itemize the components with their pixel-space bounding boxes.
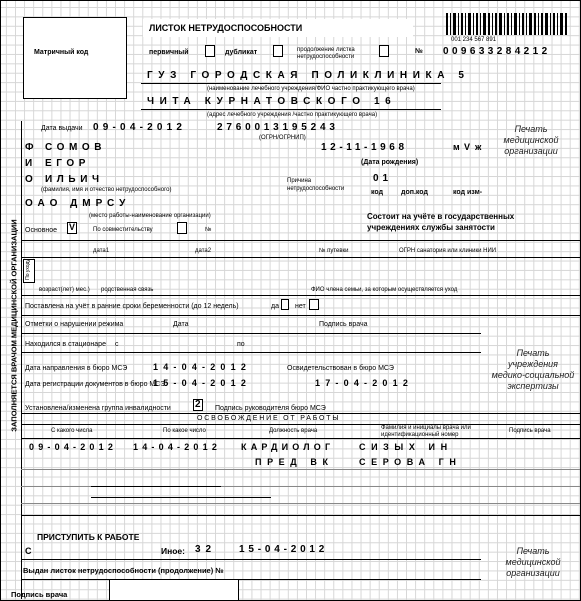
- main-job-label: Основное: [25, 227, 58, 234]
- duplicate-label: дубликат: [225, 49, 258, 56]
- release-col-to: По какое число: [163, 428, 206, 434]
- return-title: ПРИСТУПИТЬ К РАБОТЕ: [37, 532, 140, 542]
- date2-label: дата2: [195, 248, 212, 254]
- institution-caption: (наименование лечебного учреждения/ФИО частно практикующего врача): [207, 86, 415, 92]
- continuation-checkbox[interactable]: [379, 45, 389, 57]
- reason-code: 01: [373, 173, 393, 184]
- code-label: код: [371, 189, 384, 196]
- part-time-checkbox[interactable]: [177, 222, 187, 234]
- return-other-label: Иное:: [161, 546, 185, 556]
- release-col-sign: Подпись врача: [509, 428, 551, 434]
- employer-name: ОАО ДМРСУ: [25, 198, 131, 209]
- pregnancy-yes: да: [271, 303, 279, 310]
- barcode-digits: 001 234 567 891: [451, 37, 497, 43]
- hospital-label: Находился в стационаре: [25, 341, 106, 348]
- pregnancy-no-checkbox[interactable]: [309, 299, 319, 310]
- issue-date-label: Дата выдачи: [41, 125, 83, 132]
- stamp-mse: Печать учреждения медико-социальной экспертизы: [491, 348, 575, 391]
- barcode-icon: [446, 13, 568, 35]
- return-signature-box[interactable]: [109, 579, 239, 601]
- mse-referral-label: Дата направления в бюро МСЭ: [25, 365, 128, 372]
- violation-label: Отметки о нарушении режима: [25, 321, 124, 328]
- ogrn-caption: (ОГРН/ОГРНИП): [259, 135, 306, 141]
- sheet-number: 009633284212: [443, 46, 551, 57]
- gender-mark: V: [464, 142, 471, 152]
- patient-birth-date: 12-11-1968: [321, 142, 408, 153]
- release-col-name: Фамилия и инициалы врача или идентификационный номер: [381, 425, 471, 438]
- patient-name: ЕГОР: [45, 158, 91, 169]
- matrix-code-label: Матричный код: [34, 49, 89, 56]
- gender-f: ж: [475, 142, 482, 152]
- care-side-label: По уходу: [24, 259, 31, 280]
- release-section-title: ОСВОБОЖДЕНИЕ ОТ РАБОТЫ: [197, 415, 341, 422]
- age-caption: возраст(лет) мес.): [39, 287, 90, 293]
- duplicate-checkbox[interactable]: [273, 45, 283, 57]
- fio-caption: (фамилия, имя и отчество нетрудоспособного): [41, 187, 172, 193]
- release-row-name1: СИЗЫХ ИН: [359, 442, 453, 452]
- member-caption: ФИО члена семьи, за которым осуществляется уход: [311, 287, 458, 293]
- stamp-org-bottom: Печать медицинской организации: [505, 546, 561, 578]
- side-caption: ЗАПОЛНЯЕТСЯ ВРАЧОМ МЕДИЦИНСКОЙ ОРГАНИЗАЦИИ: [9, 219, 19, 432]
- pregnancy-no: нет: [295, 303, 306, 310]
- part-time-number-label: №: [205, 227, 212, 233]
- part-time-label: По совместительству: [93, 227, 153, 233]
- disability-group: 2: [195, 399, 201, 410]
- mse-registration-label: Дата регистрации документов в бюро МСЭ:: [25, 381, 168, 388]
- violation-signature-label: Подпись врача: [319, 321, 368, 328]
- ogrn-value: 2760013195243: [217, 122, 339, 133]
- mse-head-signature: Подпись руководителя бюро МСЭ: [215, 405, 326, 412]
- voucher-label: № путевки: [319, 248, 349, 254]
- sanatorium-label: ОГРН санатория или клиники НИИ: [399, 248, 497, 254]
- release-row-from: 09-04-2012: [29, 442, 118, 452]
- return-signature-label: Подпись врача: [11, 590, 68, 599]
- return-from: С: [25, 546, 32, 556]
- hospital-from: с: [115, 341, 119, 348]
- date1-label: дата1: [93, 248, 110, 254]
- address-caption: (адрес лечебного учреждения /частно практикующего врача): [207, 112, 378, 118]
- release-col-position: Должность врача: [269, 428, 318, 434]
- institution-name: ГУЗ ГОРОДСКАЯ ПОЛИКЛИНИКА 5: [147, 70, 470, 81]
- pregnancy-yes-checkbox[interactable]: [281, 299, 289, 310]
- primary-label: первичный: [149, 49, 189, 56]
- addcode-label: доп.код: [401, 189, 428, 196]
- violation-date-label: Дата: [173, 321, 189, 328]
- return-other-code: 32: [195, 544, 217, 555]
- number-label: №: [415, 48, 423, 55]
- return-other-date: 15-04-2012: [239, 544, 329, 555]
- employment-registered: Состоит на учёте в государственных учреждениях службы занятости: [367, 212, 515, 232]
- release-row-to: 14-04-2012: [133, 442, 222, 452]
- mse-exam-label: Освидетельствован в бюро МСЭ: [287, 365, 394, 372]
- release-row-position2: ПРЕД ВК: [255, 457, 334, 467]
- gender-m: м: [453, 142, 460, 152]
- mse-referral-date: 14-04-2012: [153, 362, 252, 372]
- institution-address: ЧИТА КУРНАТОВСКОГО 16: [147, 96, 397, 107]
- issue-date: 09-04-2012: [93, 122, 187, 133]
- patient-patronymic: ИЛЬИЧ: [45, 174, 104, 185]
- relation-caption: родственная связь: [101, 287, 154, 293]
- continuation-issued: Выдан листок нетрудоспособности (продолжение) №: [23, 566, 224, 575]
- employer-caption: (место работы-наименование организации): [89, 213, 211, 219]
- stamp-org: Печать медицинской организации: [503, 124, 559, 156]
- release-row-name2: СЕРОВА ГН: [359, 457, 462, 467]
- release-col-from: С какого числа: [51, 428, 93, 434]
- side-divider: [21, 121, 22, 599]
- form-title: ЛИСТОК НЕТРУДОСПОСОБНОСТИ: [149, 23, 303, 33]
- pregnancy-label: Поставлена на учёт в ранние сроки беременности (до 12 недель): [25, 303, 239, 310]
- hospital-to: по: [237, 341, 245, 348]
- mse-exam-date: 17-04-2012: [315, 378, 414, 388]
- sick-leave-form: ЗАПОЛНЯЕТСЯ ВРАЧОМ МЕДИЦИНСКОЙ ОРГАНИЗАЦИИ Матричный код ЛИСТОК НЕТРУДОСПОСОБНОСТИ 001 234 567 891 первичный дубликат продолжение листка нетрудоспособности № 009633284212 ГУЗ ГОРОДСКАЯ ПОЛИКЛИНИКА 5 (наименование лечебного учреждения/ФИО частно практикующего врача) ЧИТА КУРНАТОВСКОГО 16 (адрес лечебного учреждения /частно практикующего врача) Дата выдачи 09-04-2012 2760013195243 (ОГРН/ОГРНИП) Печать медицинской организации Ф СОМОВ 12-11-1968 м V ж И ЕГОР (Дата рождения) О ИЛЬИЧ (фамилия, имя и отчество нетрудоспособного) Причина нетрудоспособности 01 код доп.код код изм- ОАО ДМРСУ (место работы-наименование организации) Состоит на учёте в государственных учреждениях службы занятости Основное V По совместительству № дата1 дата2 № путевки ОГРН санатория или клиники НИИ По уходу возраст(лет) мес.) родственная связь ФИО члена семьи, за которым осуществляется уход Поставлена на учёт в ранние сроки беременности (до 12 недель) да нет Отметки о нарушении режима Дата Подпись врача Находился в стационаре с по Печать учреждения медико-социальной экспертизы Дата направления в бюро МСЭ 14-04-2012 Освидетельствован в бюро МСЭ Дата регистрации документов в бюро МСЭ: 15-04-2012 17-04-2012 Установлена/изменена группа инвалидности 2 Подпись руководителя бюро МСЭ ОСВОБОЖДЕНИЕ ОТ РАБОТЫ С какого числа По какое число Должность врача Фамилия и инициалы врача или идентификационный номер Подпись врача 09-04-2012 14-04-2012 КАРДИОЛОГ СИЗЫХ ИН ПРЕД ВК СЕРОВА ГН ПРИСТУПИТЬ К РАБОТЕ С Иное: 32 15-04-2012 Выдан листок нетрудоспособности (продолжение) № Подпись врача Печать медицинской организации: [0, 0, 581, 601]
- changecode-label: код изм-: [453, 189, 483, 196]
- matrix-code-box: [23, 17, 127, 99]
- main-job-mark: V: [69, 222, 76, 232]
- disability-label: Установлена/изменена группа инвалидности: [25, 405, 171, 412]
- release-row-position1: КАРДИОЛОГ: [241, 442, 335, 452]
- mse-registration-date: 15-04-2012: [153, 378, 252, 388]
- primary-checkbox[interactable]: [205, 45, 215, 57]
- patient-surname: СОМОВ: [45, 142, 107, 153]
- reason-label: Причина нетрудоспособности: [287, 178, 345, 192]
- birth-caption: (Дата рождения): [361, 159, 419, 166]
- continuation-label: продолжение листка нетрудоспособности: [297, 47, 355, 60]
